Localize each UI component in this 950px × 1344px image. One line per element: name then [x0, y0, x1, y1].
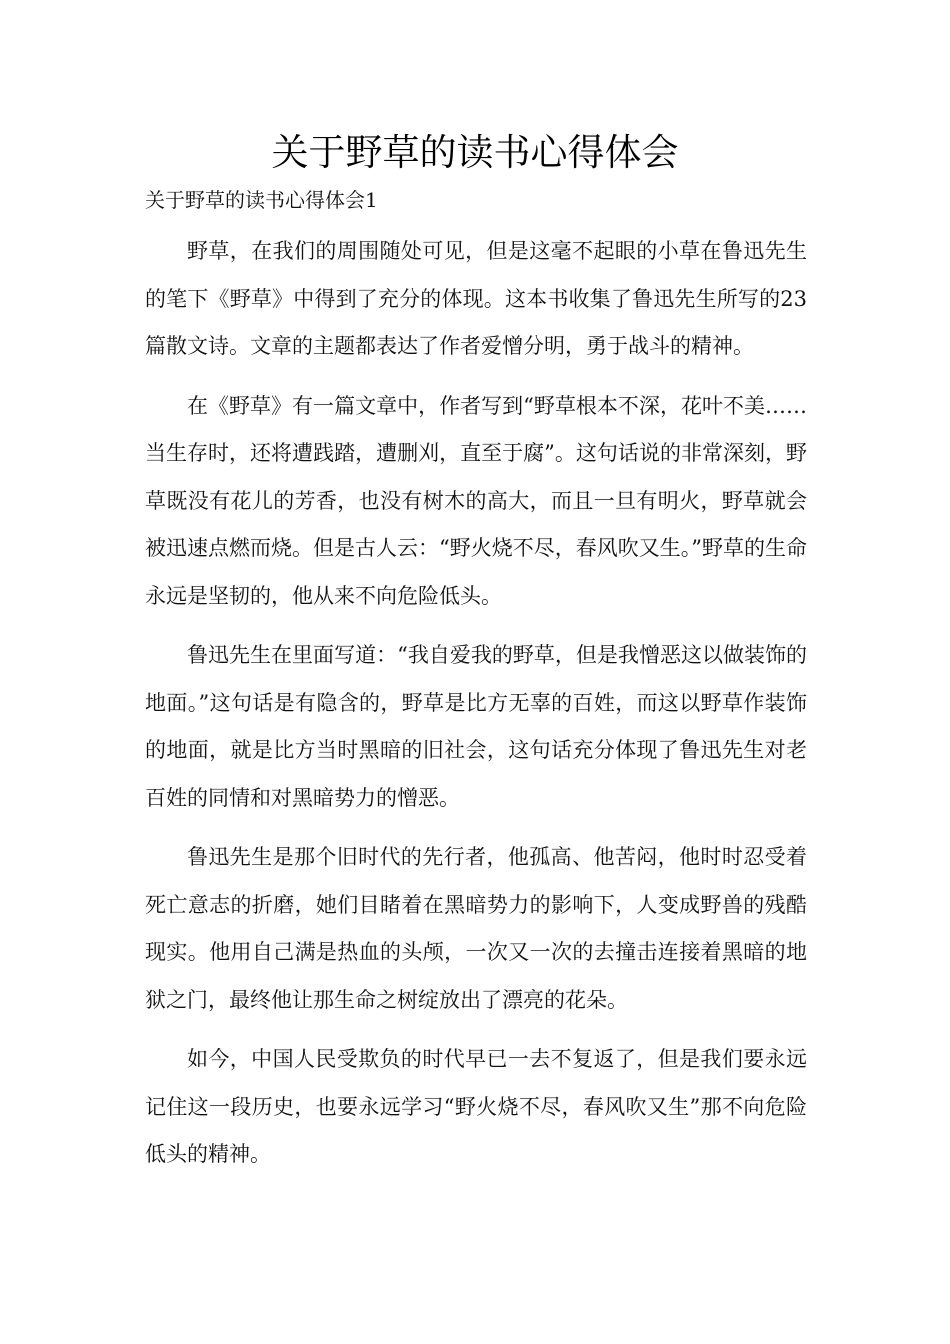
document-title: 关于野草的读书心得体会 — [271, 131, 679, 174]
section-heading: 关于野草的读书心得体会1 — [145, 188, 378, 212]
paragraph: 野草，在我们的周围随处可见，但是这毫不起眼的小草在鲁迅先生的笔下《野草》中得到了充分的体现。这本书收集了鲁迅先生所写的23篇散文诗。文章的主题都表达了作者爱憎分明，勇于战斗的精神。 — [145, 239, 807, 358]
paragraph: 鲁迅先生是那个旧时代的先行者，他孤高、他苦闷，他时时忍受着死亡意志的折磨，她们目睹着在黑暗势力的影响下，人变成野兽的残酷现实。他用自己满是热血的头颅，一次又一次的去撞击连接着黑暗的地狱之门，最终他让那生命之树绽放出了漂亮的花朵。 — [145, 845, 807, 1012]
paragraph: 在《野草》有一篇文章中，作者写到“野草根本不深，花叶不美……当生存时，还将遭践踏，遭删刈，直至于腐”。这句话说的非常深刻，野草既没有花儿的芳香，也没有树木的高大，而且一旦有明火，野草就会被迅速点燃而烧。但是古人云：“野火烧不尽，春风吹又生。”野草的生命永远是坚韧的，他从来不向危险低头。 — [145, 393, 807, 608]
paragraph: 鲁迅先生在里面写道：“我自爱我的野草，但是我憎恶这以做装饰的地面。”这句话是有隐含的，野草是比方无辜的百姓，而这以野草作装饰的地面，就是比方当时黑暗的旧社会，这句话充分体现了鲁迅先生对老百姓的同情和对黑暗势力的憎恶。 — [145, 643, 807, 810]
paragraph: 如今，中国人民受欺负的时代早已一去不复返了，但是我们要永远记住这一段历史，也要永远学习“野火烧不尽，春风吹又生”那不向危险低头的精神。 — [145, 1047, 807, 1166]
document-body — [145, 228, 807, 1191]
